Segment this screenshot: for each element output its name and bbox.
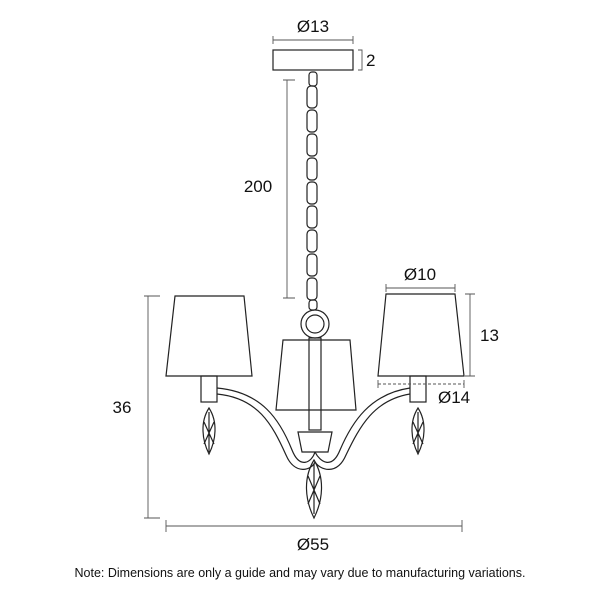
left-candle-holder: [201, 376, 217, 402]
fixture-height-label: 36: [112, 398, 132, 417]
right-shade: [378, 294, 464, 376]
shade-bottom-label: Ø14: [438, 388, 471, 407]
hanging-ring: [301, 310, 329, 338]
chain-length-line: [283, 80, 295, 298]
center-shade: [276, 340, 356, 410]
hanging-ring-inner: [306, 315, 324, 333]
right-candle-holder: [410, 376, 426, 402]
chain: [307, 72, 317, 310]
left-arm: [217, 388, 315, 462]
shade-height-line: [465, 294, 475, 376]
overall-diameter-line: [166, 520, 462, 532]
canopy-height-line: [358, 50, 362, 70]
chain-length-label: 200: [243, 177, 273, 196]
center-cup: [298, 432, 332, 452]
canopy-diameter-line: [273, 36, 353, 44]
canopy-diameter-label: Ø13: [296, 17, 330, 36]
manufacturing-note: Note: Dimensions are only a guide and may vary due to manufacturing variations.: [74, 566, 526, 580]
canopy-height-label: 2: [366, 51, 376, 70]
fixture-height-line: [144, 296, 160, 518]
overall-diameter-label: Ø55: [296, 535, 330, 554]
left-shade: [166, 296, 252, 376]
shade-top-line: [386, 284, 455, 292]
ceiling-canopy: [273, 50, 353, 70]
shade-height-label: 13: [480, 326, 499, 345]
shade-top-label: Ø10: [403, 265, 437, 284]
central-stem: [309, 338, 321, 430]
